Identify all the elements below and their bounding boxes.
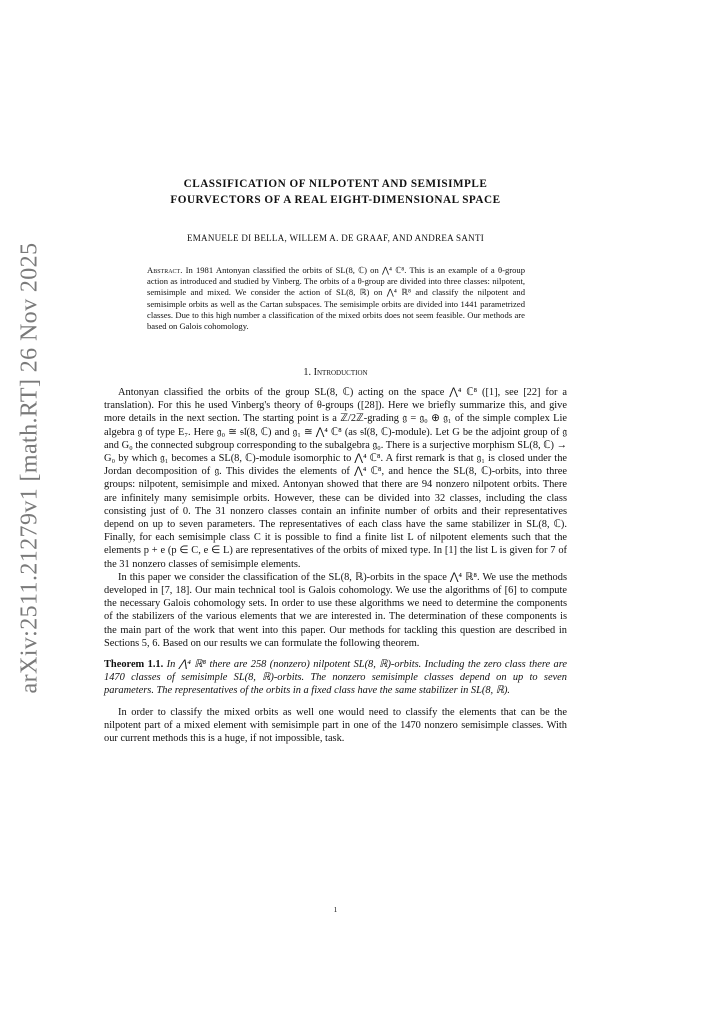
abstract — [147, 265, 525, 332]
section-title: Introduction — [313, 367, 368, 378]
arxiv-id-text: arXiv:2511.21279v1 [math.RT] 26 Nov 2025 — [16, 242, 43, 694]
author-list: EMANUELE DI BELLA, WILLEM A. DE GRAAF, AND ANDREA SANTI — [186, 233, 485, 243]
title-line-2: FOURVECTORS OF A REAL EIGHT-DIMENSIONAL SPACE — [170, 194, 501, 206]
paper-title — [104, 176, 567, 208]
section-heading — [104, 367, 567, 378]
theorem-label: Theorem 1.1. — [104, 659, 164, 671]
page-number: 1 — [333, 905, 338, 914]
arxiv-identifier-stamp — [7, 0, 53, 1019]
intro-paragraph-1: Antonyan classified the orbits of the group SL(8, ℂ) acting on the space ⋀⁴ ℂ⁸ ([1], see [22] for a translation). For this he used Vinberg's theory of θ-groups ([28]). Here we briefly summarize this, and give more details in the next section. The starting point is a ℤ/2ℤ-grading 𝔤 = 𝔤₀ ⊕ 𝔤₁ of the simple complex Lie algebra 𝔤 of type E₇. Here 𝔤₀ ≅ 𝔰𝔩(8, ℂ) and 𝔤₁ ≅ ⋀⁴ ℂ⁸ (as 𝔰𝔩(8, ℂ)-module). Let G be the adjoint group of 𝔤 and G₀ the connected subgroup corresponding to the subalgebra 𝔤₀. There is a surjective morphism SL(8, ℂ) → G₀ by which 𝔤₁ becomes a SL(8, ℂ)-module isomorphic to ⋀⁴ ℂ⁸. A first remark is that 𝔤₁ is closed under the Jordan decomposition of 𝔤. This divides the elements of ⋀⁴ ℂ⁸, and hence the SL(8, ℂ)-orbits, into three groups: nilpotent, semisimple and mixed. Antonyan showed that there are 94 nonzero nilpotent orbits. There are infinitely many semisimple orbits. However, these can be divided into 32 classes, including the class consisting just of 0. The 31 nonzero classes contain an infinite number of orbits and their representatives depend on up to seven parameters. The representatives of each class have the same stabilizer in SL(8, ℂ). Finally, for each semisimple class C it is possible to find a finite list L of nilpotent elements such that the elements p + e (p ∈ C, e ∈ L) are representatives of the orbits of mixed type. In [1] the list L is given for 7 of the 31 nonzero classes of semisimple elements. — [104, 387, 567, 570]
intro-paragraph-2: In this paper we consider the classification of the SL(8, ℝ)-orbits in the space ⋀⁴ ℝ⁸. We use the methods developed in [7, 18]. Our main technical tool is Galois cohomology. We use the algorithms of [6] to compute the necessary Galois cohomology sets. In order to use these algorithms we need to determine the components of the stabilizers of the various elements that we are interested in. The determination of these components is the main part of the work that went into this paper. Our methods for tackling this question are described in Sections 5, 6. Based on our results we can formulate the following theorem. — [104, 571, 567, 649]
section-number: 1. — [303, 367, 312, 378]
introduction-body — [104, 386, 567, 745]
abstract-label: Abstract. — [147, 265, 183, 275]
abstract-text: In 1981 Antonyan classified the orbits of SL(8, ℂ) on ⋀⁴ ℂ⁸. This is an example of a θ-group action as introduced and studied by Vinberg. The orbits of a θ-group are divided into three classes: nilpotent, semisimple and mixed. We consider the action of SL(8, ℝ) on ⋀⁴ ℝ⁸ and classify the nilpotent and semisimple orbits as well as the Cartan subspaces. The semisimple orbits are divided into 1441 parametrized classes. Due to this high number a classification of the mixed orbits does not seem feasible. Our methods are based on Galois cohomology. — [147, 265, 525, 332]
theorem-1-1 — [104, 658, 567, 698]
theorem-statement: In ⋀⁴ ℝ⁸ there are 258 (nonzero) nilpotent SL(8, ℝ)-orbits. Including the zero class there are 1470 classes of semisimple SL(8, ℝ)-orbits. The nonzero semisimple classes depend on up to seven parameters. The representatives of the orbits in a fixed class have the same stabilizer in SL(8, ℝ). — [104, 659, 567, 697]
intro-paragraph-3: In order to classify the mixed orbits as well one would need to classify the elements that can be the nilpotent part of a mixed element with semisimple part in one of the 1470 nonzero semisimple classes. With our current methods this is a huge, if not impossible, task. — [104, 706, 567, 745]
title-line-1: CLASSIFICATION OF NILPOTENT AND SEMISIMPLE — [183, 178, 488, 190]
